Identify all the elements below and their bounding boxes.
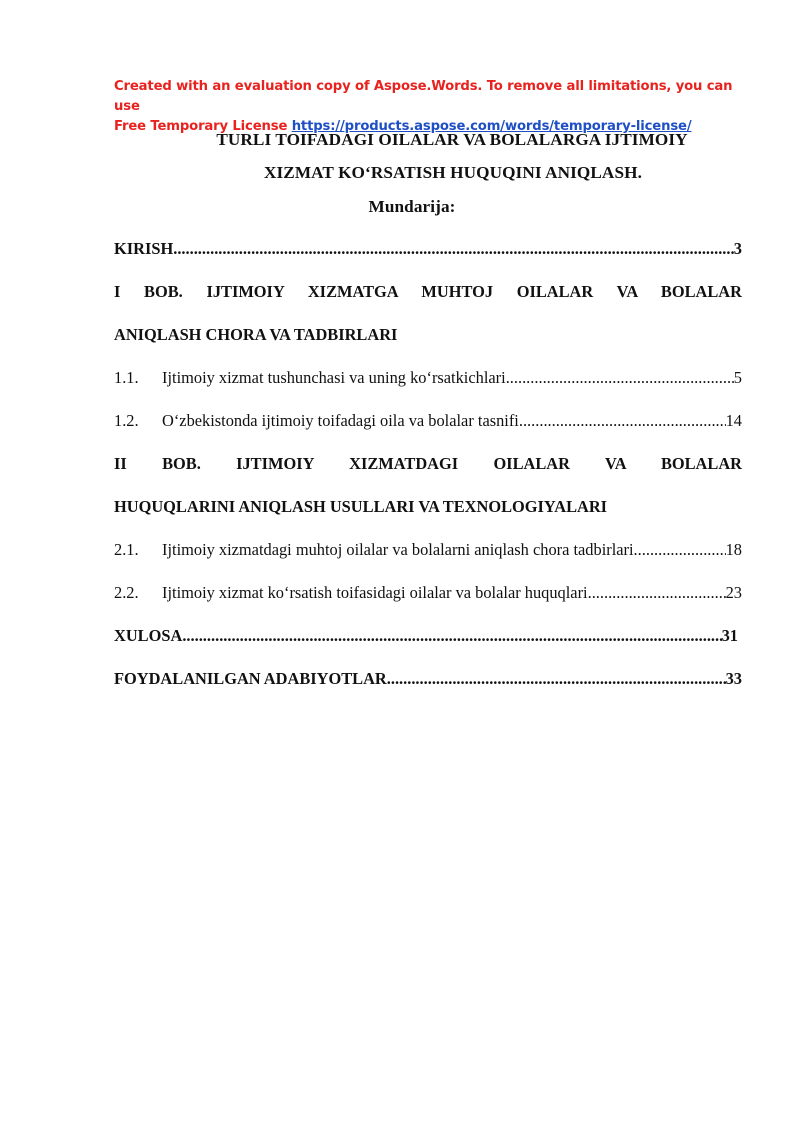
toc-page-number: 14 (725, 411, 742, 430)
toc-page-number: 5 (733, 368, 742, 387)
temporary-license-link[interactable]: https://products.aspose.com/words/temporary-license/ (291, 119, 692, 134)
toc-entry-label: Ijtimoiy xizmat tushunchasi va uning ko‘rsatkichlari (162, 368, 506, 387)
toc-entry-1-1[interactable] (114, 368, 742, 388)
toc-entry-number: 2.1. (114, 540, 139, 559)
evaluation-notice-line1: Created with an evaluation copy of Aspose.Words. To remove all limitations, you can use (114, 79, 733, 114)
document-title-line1: TURLI TOIFADAGI OILALAR VA BOLALARGA IJTIMOIY (216, 130, 688, 149)
toc-entry-label: Ijtimoiy xizmatdagi muhtoj oilalar va bolalarni aniqlash chora tadbirlari (162, 540, 634, 559)
toc-page-number: 33 (725, 669, 742, 688)
toc-chapter2-heading-line2[interactable]: HUQUQLARINI ANIQLASH USULLARI VA TEXNOLOGIYALARI (114, 497, 608, 516)
evaluation-notice-license-text: Free Temporary License (114, 119, 292, 134)
toc-page-number: 31 (721, 626, 738, 645)
toc-page-number: 18 (725, 540, 742, 559)
toc-entry-2-2[interactable] (114, 583, 742, 603)
toc-entry-number: 1.1. (114, 368, 139, 387)
evaluation-notice (114, 77, 754, 137)
toc-entry-label: XULOSA (114, 626, 183, 645)
contents-heading: Mundarija: (368, 197, 456, 216)
document-title-line2: XIZMAT KO‘RSATISH HUQUQINI ANIQLASH. (264, 163, 642, 182)
toc-page-number: 3 (733, 239, 742, 258)
toc-leader-dots (588, 583, 726, 603)
toc-entry-label: FOYDALANILGAN ADABIYOTLAR (114, 669, 387, 688)
toc-entry-references[interactable] (114, 669, 742, 689)
toc-entry-conclusion[interactable] (114, 626, 738, 646)
toc-chapter1-heading-line1[interactable]: I BOB. IJTIMOIY XIZMATGA MUHTOJ OILALAR VA BOLALAR (114, 282, 742, 301)
toc-leader-dots (173, 239, 734, 259)
toc-entry-1-2[interactable] (114, 411, 742, 431)
toc-page-number: 23 (725, 583, 742, 602)
toc-leader-dots (387, 669, 726, 689)
toc-entry-number: 1.2. (114, 411, 139, 430)
toc-entry-label: KIRISH (114, 239, 174, 258)
toc-leader-dots (519, 411, 726, 431)
toc-entry-2-1[interactable] (114, 540, 742, 560)
toc-chapter2-heading-line1[interactable]: II BOB. IJTIMOIY XIZMATDAGI OILALAR VA BOLALAR (114, 454, 742, 473)
toc-entry-label: Ijtimoiy xizmat ko‘rsatish toifasidagi oilalar va bolalar huquqlari (162, 583, 588, 602)
toc-leader-dots (182, 626, 721, 646)
toc-entry-intro[interactable] (114, 239, 742, 259)
toc-leader-dots (506, 368, 734, 388)
toc-leader-dots (634, 540, 726, 560)
toc-entry-label: O‘zbekistonda ijtimoiy toifadagi oila va bolalar tasnifi (162, 411, 519, 430)
toc-chapter1-heading-line2[interactable]: ANIQLASH CHORA VA TADBIRLARI (114, 325, 398, 344)
toc-entry-number: 2.2. (114, 583, 139, 602)
